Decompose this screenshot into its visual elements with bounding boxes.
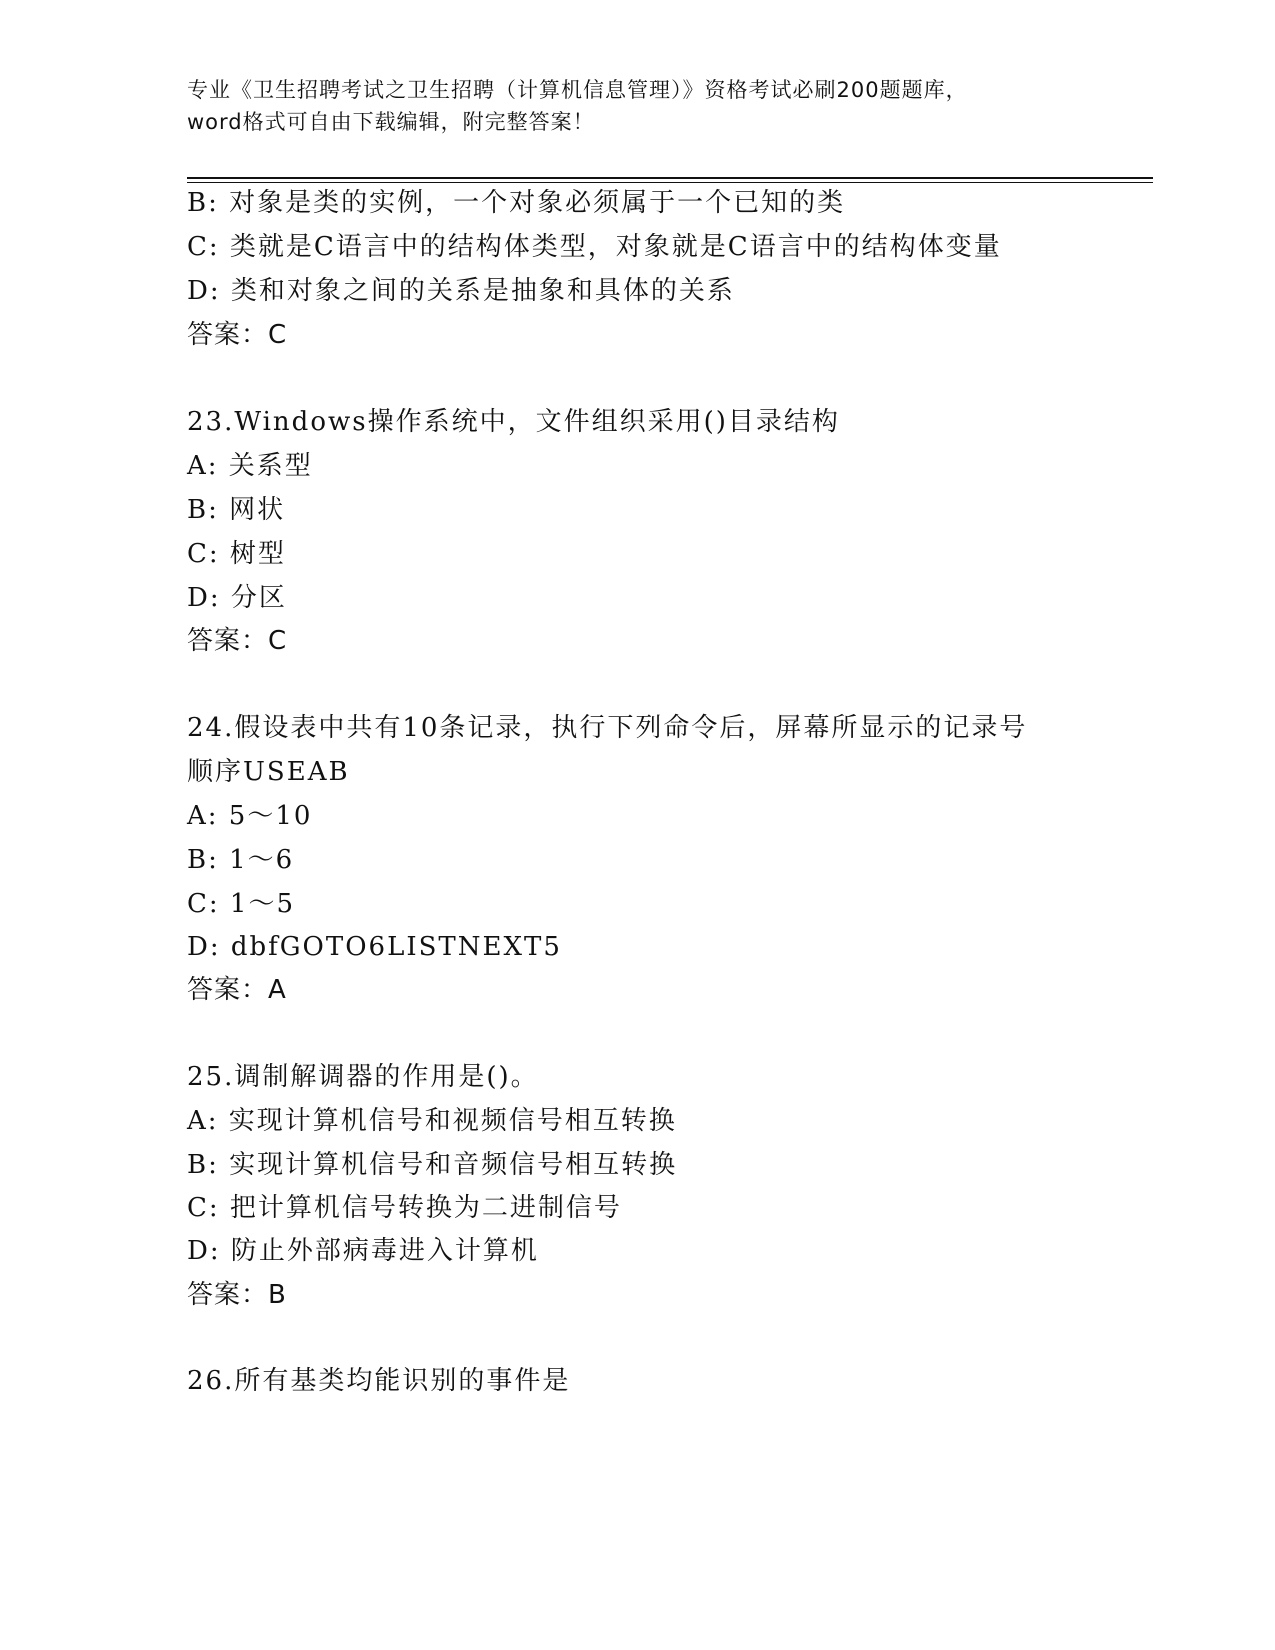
q24-question-line-1: 24.假设表中共有10条记录，执行下列命令后，屏幕所显示的记录号 (187, 713, 1028, 743)
header-title-line-2: word格式可自由下载编辑，附完整答案！ (187, 110, 595, 134)
q24-option-a: A: 5～10 (187, 801, 313, 831)
q24-answer: 答案：A (187, 975, 287, 1005)
q24-option-d: D: dbfGOTO6LISTNEXT5 (187, 932, 562, 962)
q26-question: 26.所有基类均能识别的事件是 (187, 1366, 571, 1396)
q24-option-c: C: 1～5 (187, 889, 296, 919)
q24-option-b: B: 1～6 (187, 845, 295, 875)
q23-option-a: A: 关系型 (187, 451, 313, 481)
header-divider-thick (187, 177, 1153, 179)
q23-answer: 答案：C (187, 626, 288, 656)
q25-option-a: A: 实现计算机信号和视频信号相互转换 (187, 1106, 677, 1136)
q25-question: 25.调制解调器的作用是()。 (187, 1062, 539, 1092)
q23-question: 23.Windows操作系统中，文件组织采用()目录结构 (187, 407, 840, 437)
q24-question-line-2: 顺序USEAB (187, 757, 350, 787)
q23-option-d: D: 分区 (187, 583, 287, 613)
q22-option-c: C: 类就是C语言中的结构体类型，对象就是C语言中的结构体变量 (187, 232, 1002, 262)
q25-option-c: C: 把计算机信号转换为二进制信号 (187, 1193, 622, 1223)
q25-option-b: B: 实现计算机信号和音频信号相互转换 (187, 1150, 678, 1180)
q25-option-d: D: 防止外部病毒进入计算机 (187, 1236, 539, 1266)
document-header (187, 74, 1107, 138)
header-divider-thin (187, 182, 1153, 183)
q25-answer: 答案：B (187, 1280, 287, 1310)
q22-option-b: B: 对象是类的实例，一个对象必须属于一个已知的类 (187, 188, 846, 218)
q22-option-d: D: 类和对象之间的关系是抽象和具体的关系 (187, 276, 735, 306)
q23-option-c: C: 树型 (187, 539, 286, 569)
q23-option-b: B: 网状 (187, 495, 286, 525)
q22-answer: 答案：C (187, 320, 288, 350)
header-title-line-1: 专业《卫生招聘考试之卫生招聘（计算机信息管理）》资格考试必刷200题题库， (187, 78, 968, 102)
